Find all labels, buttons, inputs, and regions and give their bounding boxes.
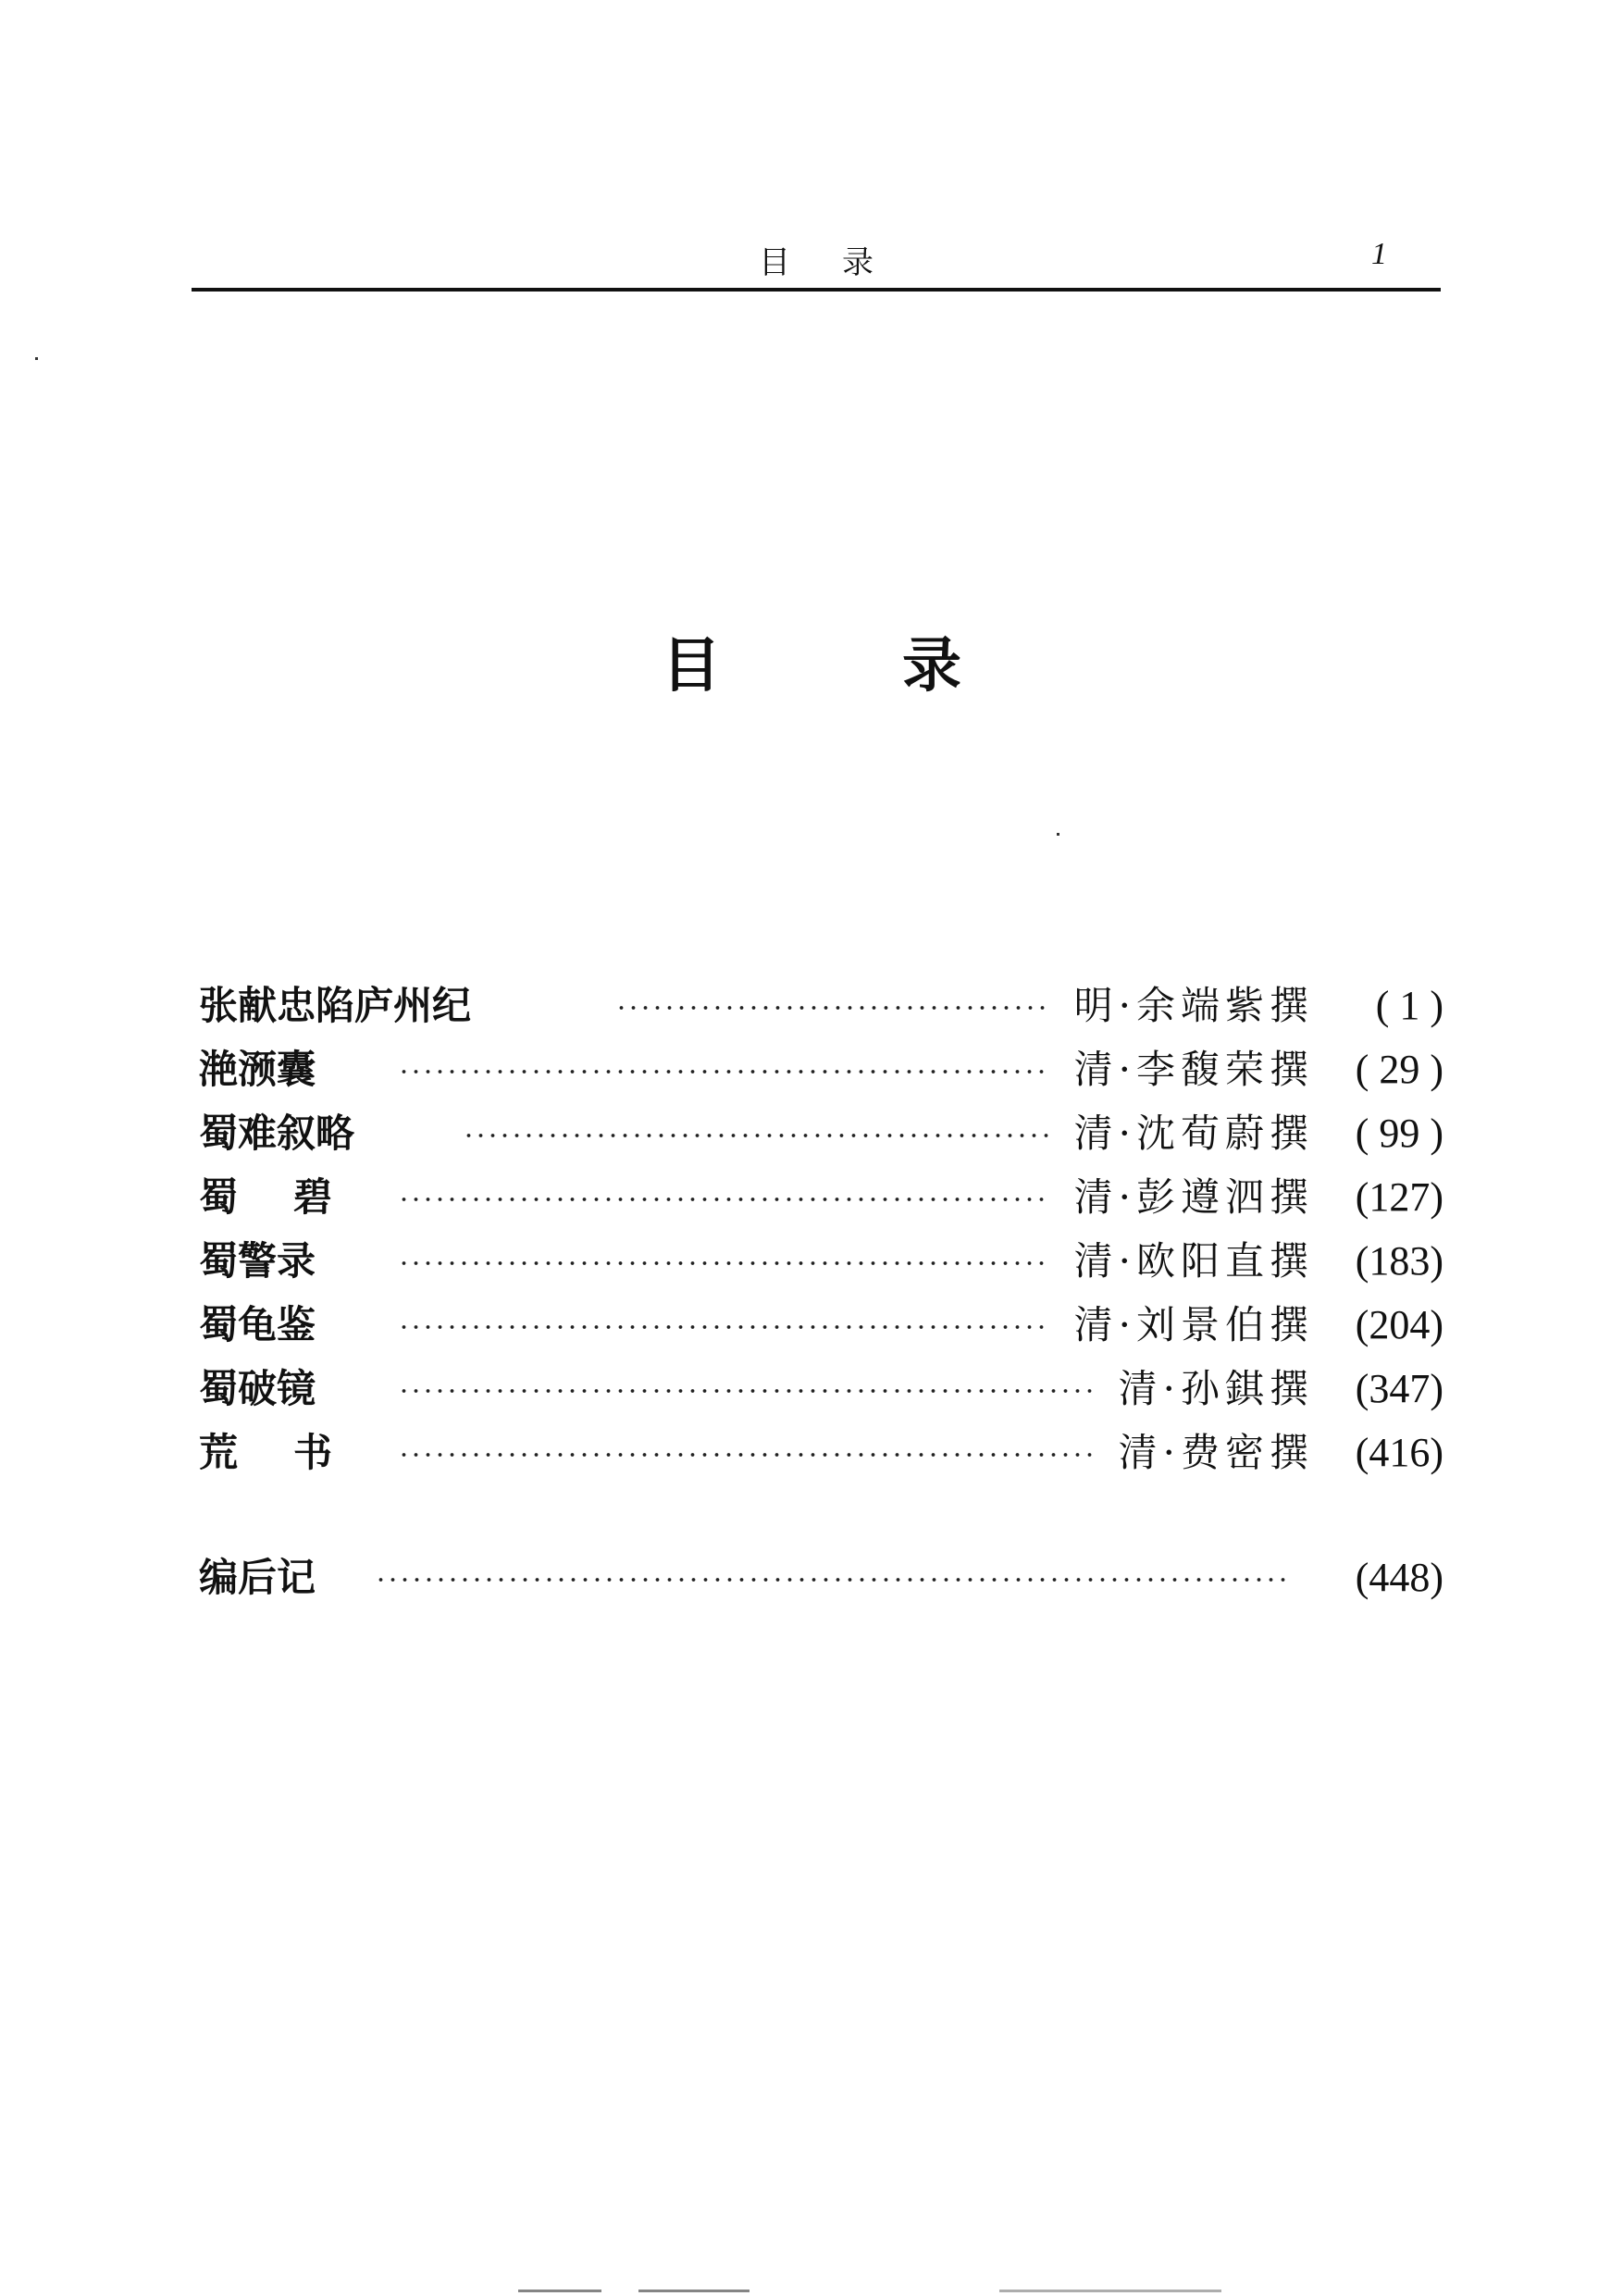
toc-afterword <box>199 1545 1443 1609</box>
toc-entry[interactable] <box>199 1165 1443 1229</box>
toc-entry[interactable] <box>199 1229 1443 1293</box>
toc-entry-title: 蜀碧 <box>199 1174 389 1220</box>
toc-dot-leader <box>615 1005 1048 1011</box>
toc-entry-title: 荒书 <box>199 1430 389 1475</box>
toc-entry[interactable] <box>199 1293 1443 1357</box>
toc-entry-author: 清·沈荀蔚撰 <box>1073 1111 1314 1156</box>
running-header <box>192 228 1441 292</box>
toc-entry-page: (183) <box>1355 1238 1443 1284</box>
toc-entry-title: 蜀破镜 <box>199 1366 316 1411</box>
toc-entry-title: 蜀龟鉴 <box>199 1302 316 1347</box>
toc-dot-leader <box>398 1388 1093 1394</box>
running-header-title: 目录 <box>759 244 925 281</box>
toc-entry[interactable] <box>199 1037 1443 1101</box>
toc-entry[interactable] <box>199 1357 1443 1421</box>
toc-entry[interactable] <box>199 974 1443 1037</box>
running-header-page-number: 1 <box>1371 237 1387 271</box>
toc-entry-author: 清·欧阳直撰 <box>1073 1238 1314 1284</box>
scan-speck <box>1057 833 1059 836</box>
toc-entry[interactable] <box>199 1101 1443 1165</box>
toc-entry-author: 清·彭遵泗撰 <box>1073 1174 1314 1220</box>
toc-entry-page: ( 29 ) <box>1355 1047 1443 1092</box>
toc-dot-leader <box>398 1069 1048 1074</box>
toc-entry-page: (416) <box>1355 1430 1443 1475</box>
toc-entry-title: 蜀难叙略 <box>199 1111 355 1156</box>
toc-entry-page: ( 1 ) <box>1375 983 1443 1028</box>
toc-dot-leader <box>398 1452 1093 1458</box>
toc-dot-leader <box>398 1260 1048 1266</box>
toc-entry[interactable] <box>199 1545 1443 1609</box>
toc-entry-title: 蜀警录 <box>199 1238 316 1284</box>
toc-entry-title: 编后记 <box>199 1555 316 1600</box>
scan-artifact-bottom <box>638 2290 750 2292</box>
toc-dot-leader <box>398 1324 1048 1330</box>
toc-entry-author: 清·费密撰 <box>1118 1430 1314 1475</box>
toc-entry-page: (448) <box>1355 1555 1443 1600</box>
toc-entry-page: ( 99 ) <box>1355 1111 1443 1156</box>
scan-artifact-bottom <box>999 2290 1221 2292</box>
table-of-contents <box>199 974 1443 1484</box>
toc-entry-page: (204) <box>1355 1302 1443 1347</box>
page-title: 目录 <box>662 632 1143 701</box>
toc-entry-page: (347) <box>1355 1366 1443 1411</box>
toc-entry-page: (127) <box>1355 1174 1443 1220</box>
toc-entry[interactable] <box>199 1421 1443 1484</box>
scan-artifact-bottom <box>518 2290 601 2292</box>
toc-entry-title: 滟滪囊 <box>199 1047 316 1092</box>
toc-dot-leader <box>398 1197 1048 1202</box>
toc-dot-leader <box>375 1577 1288 1582</box>
toc-entry-author: 清·李馥荣撰 <box>1073 1047 1314 1092</box>
scan-speck <box>35 357 38 360</box>
toc-entry-author: 明·余端紫撰 <box>1073 983 1314 1028</box>
toc-entry-title: 张献忠陷庐州纪 <box>199 983 472 1028</box>
header-rule <box>192 288 1441 292</box>
toc-entry-author: 清·刘景伯撰 <box>1073 1302 1314 1347</box>
toc-dot-leader <box>463 1133 1048 1138</box>
toc-entry-author: 清·孙錤撰 <box>1118 1366 1314 1411</box>
